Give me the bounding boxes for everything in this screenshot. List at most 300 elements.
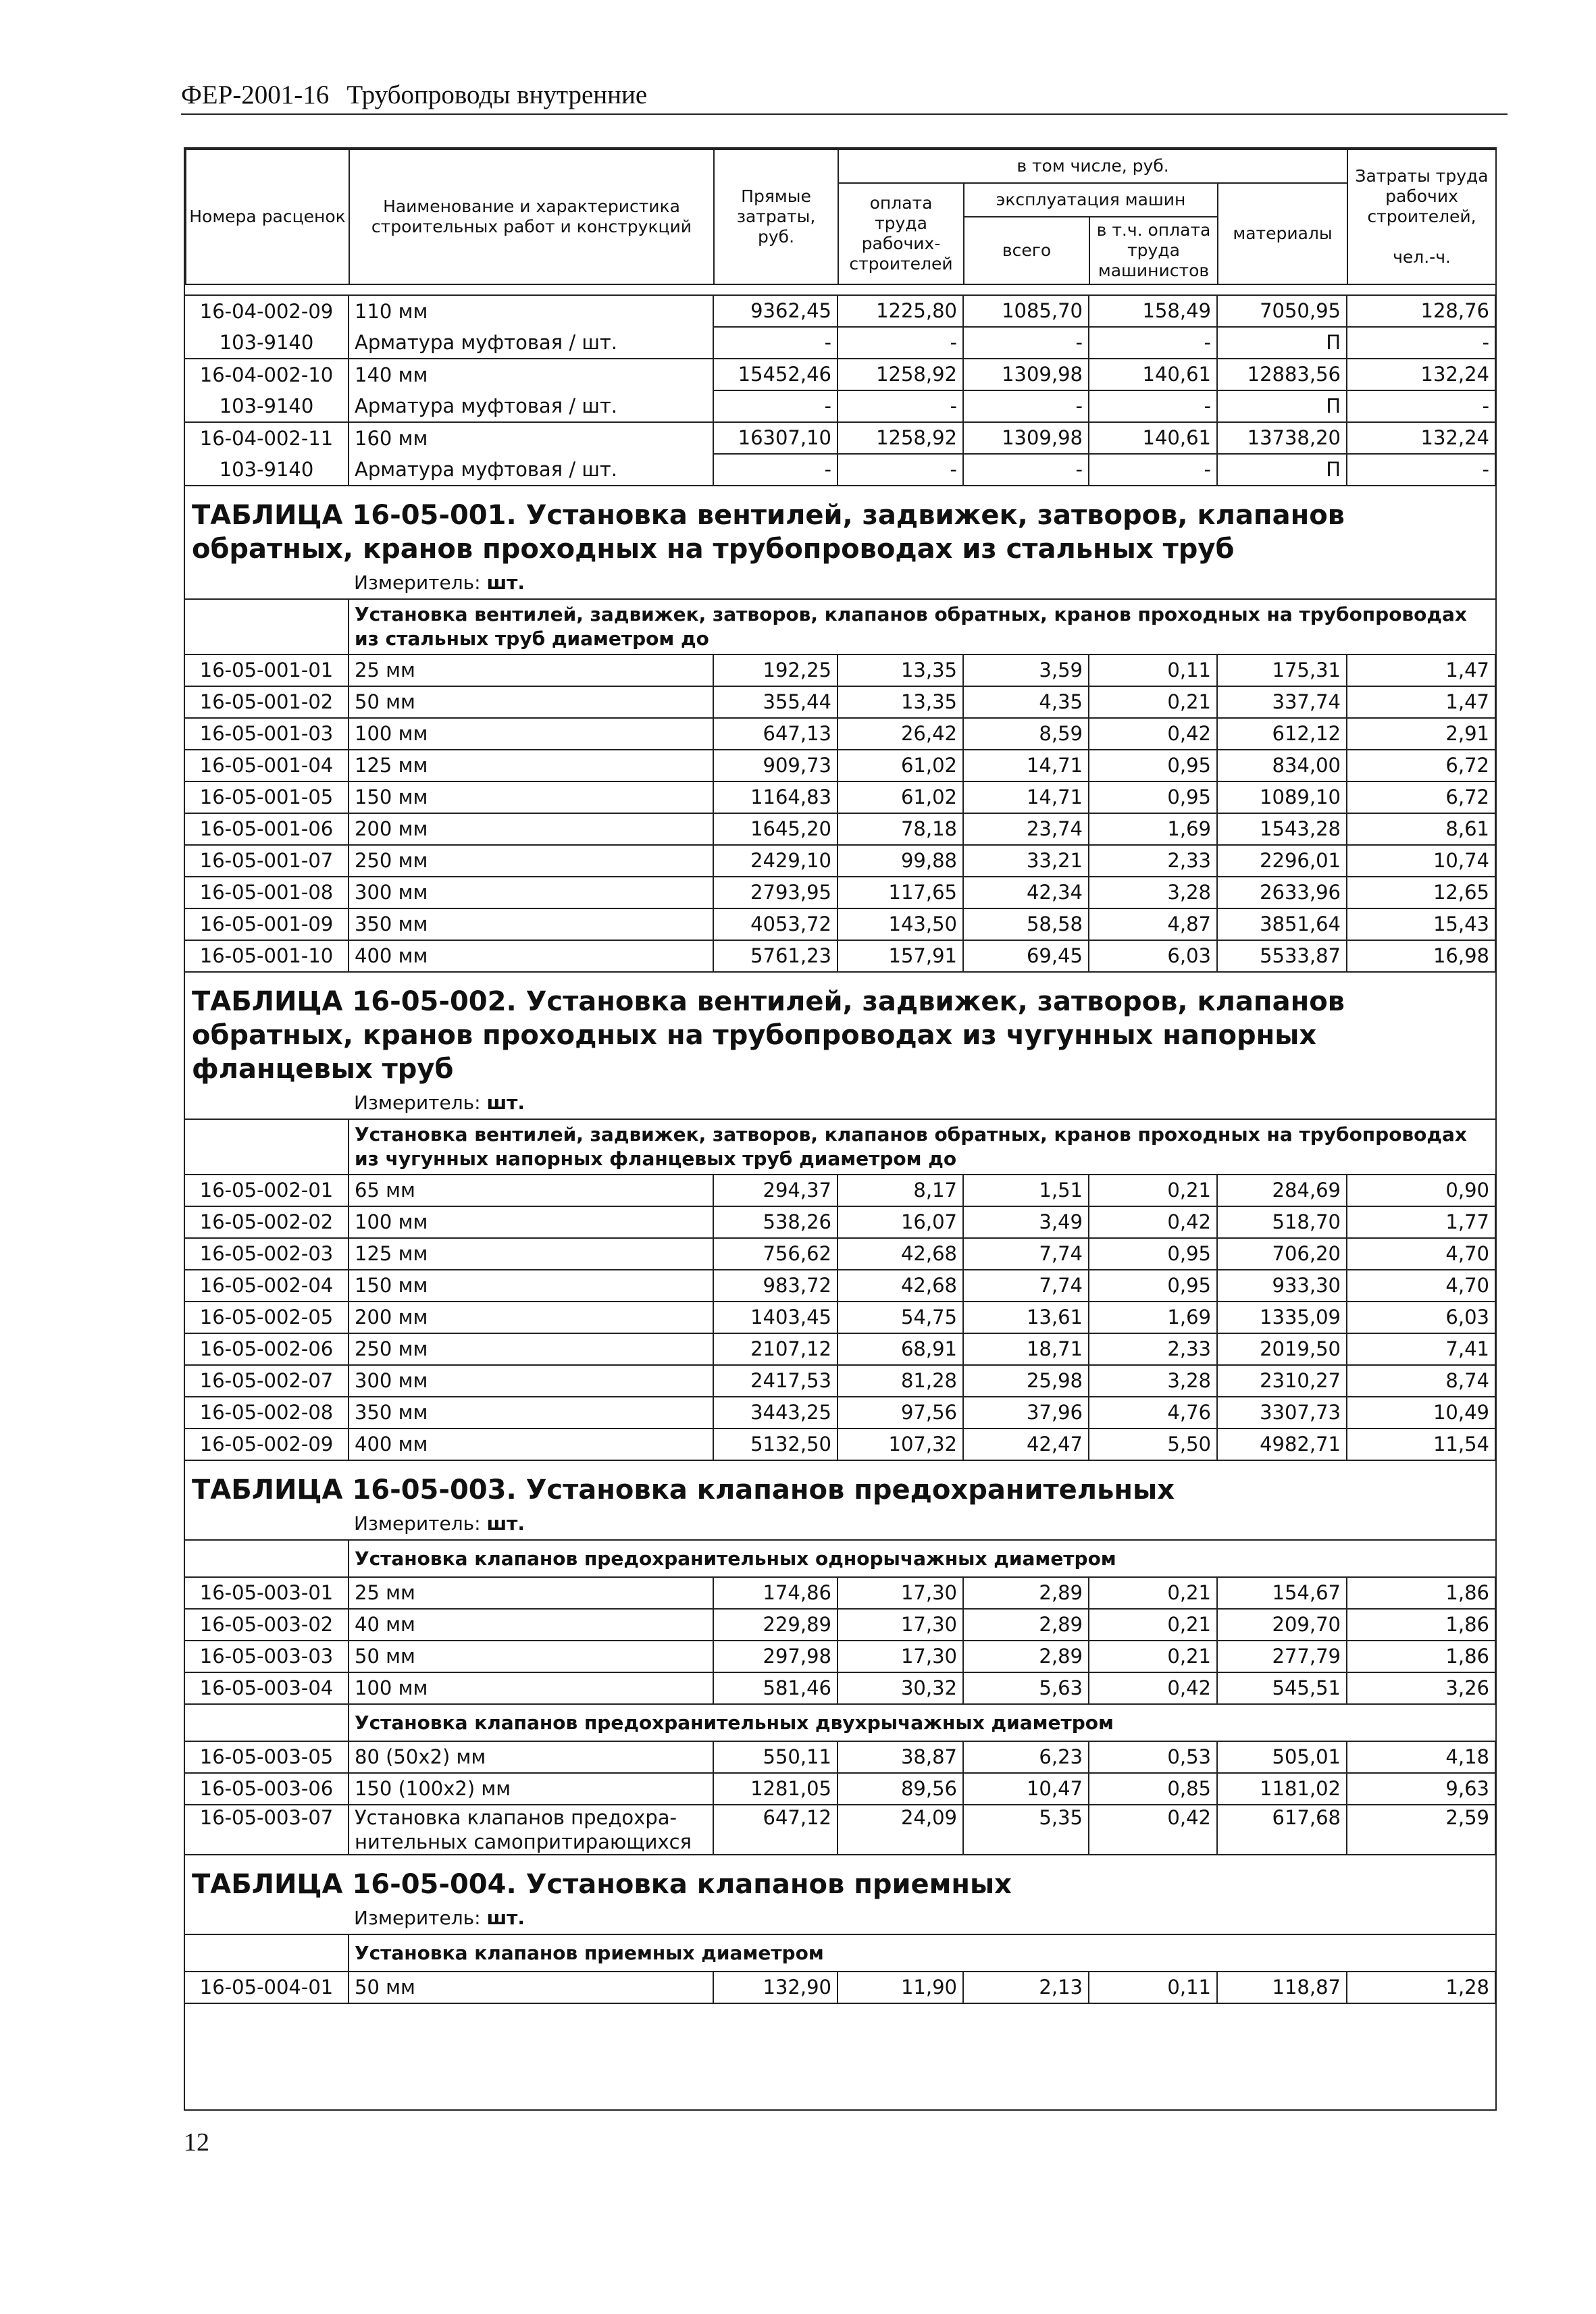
cell-machines-wages: 3,28	[1089, 1365, 1217, 1397]
group-spacer	[185, 1934, 349, 1972]
cell-labor: 1,47	[1347, 686, 1495, 718]
cell-wages: 97,56	[838, 1397, 963, 1429]
table-row	[185, 1175, 1495, 1206]
rate-code: 16-05-003-04	[185, 1672, 349, 1704]
cell-machines-wages: 1,69	[1089, 813, 1217, 845]
cell-wages: 13,35	[838, 686, 963, 718]
cell-direct-costs: 909,73	[713, 750, 838, 781]
cell-machines-total: 42,47	[963, 1429, 1089, 1460]
cell-materials: 617,68	[1217, 1805, 1347, 1855]
group-spacer	[185, 1704, 349, 1741]
cell-machines-wages: 140,61	[1089, 359, 1217, 390]
work-name: 125 мм	[349, 1238, 713, 1270]
rate-code: 16-05-001-05	[185, 781, 349, 813]
table-row	[185, 1238, 1495, 1270]
cell-wages: 13,35	[838, 654, 963, 686]
cell-materials: 2633,96	[1217, 877, 1347, 908]
work-name: 250 мм	[349, 1333, 713, 1365]
table-row	[185, 845, 1495, 877]
cell-direct-costs: 2107,12	[713, 1333, 838, 1365]
table-row	[185, 1773, 1495, 1805]
cell-materials: 277,79	[1217, 1641, 1347, 1672]
table-row	[185, 1577, 1495, 1609]
work-name: Арматура муфтовая / шт.	[349, 390, 713, 422]
cell-direct-costs: 5761,23	[713, 940, 838, 972]
cell-labor: 10,74	[1347, 845, 1495, 877]
cell-direct-costs: 2417,53	[713, 1365, 838, 1397]
work-name: Арматура муфтовая / шт.	[349, 327, 713, 359]
cell-machines-total: 25,98	[963, 1365, 1089, 1397]
rate-code: 103-9140	[185, 454, 349, 486]
header-spacer	[185, 285, 1495, 295]
work-name: 150 мм	[349, 1270, 713, 1302]
table-row	[185, 454, 1495, 486]
cell-machines-total: -	[963, 454, 1089, 486]
work-name: 100 мм	[349, 718, 713, 750]
cell-wages: -	[838, 390, 963, 422]
cell-machines-total: 42,34	[963, 877, 1089, 908]
cell-wages: -	[838, 327, 963, 359]
cell-materials: 3851,64	[1217, 908, 1347, 940]
work-name: 50 мм	[349, 1641, 713, 1672]
work-name: 80 (50х2) мм	[349, 1741, 713, 1773]
cell-wages: 38,87	[838, 1741, 963, 1773]
document-code: ФЕР-2001-16	[181, 80, 330, 109]
cell-wages: 68,91	[838, 1333, 963, 1365]
cell-wages: 54,75	[838, 1302, 963, 1333]
cell-wages: 61,02	[838, 750, 963, 781]
rate-code: 16-04-002-10	[185, 359, 349, 390]
cell-direct-costs: 1281,05	[713, 1773, 838, 1805]
unit-label: Измеритель:	[354, 1906, 481, 1929]
cell-direct-costs: 2793,95	[713, 877, 838, 908]
rate-code: 16-05-001-07	[185, 845, 349, 877]
table-row	[185, 654, 1495, 686]
cell-machines-total: 23,74	[963, 813, 1089, 845]
table-row	[185, 1429, 1495, 1460]
cell-machines-wages: 4,87	[1089, 908, 1217, 940]
cell-labor: 10,49	[1347, 1397, 1495, 1429]
cell-materials: 154,67	[1217, 1577, 1347, 1609]
work-name: 250 мм	[349, 845, 713, 877]
unit-label: Измеритель:	[354, 1512, 481, 1535]
cell-machines-total: 5,35	[963, 1805, 1089, 1855]
cell-machines-total: 10,47	[963, 1773, 1089, 1805]
cell-materials: 834,00	[1217, 750, 1347, 781]
work-name: 50 мм	[349, 1972, 713, 2003]
cell-wages: 16,07	[838, 1206, 963, 1238]
unit-value: шт.	[486, 1512, 525, 1535]
table-unit	[185, 1086, 1495, 1119]
cell-machines-total: 1,51	[963, 1175, 1089, 1206]
cell-labor: 6,03	[1347, 1302, 1495, 1333]
cell-direct-costs: 5132,50	[713, 1429, 838, 1460]
table-row	[185, 1741, 1495, 1773]
cell-labor: 1,86	[1347, 1577, 1495, 1609]
cell-materials: 1181,02	[1217, 1773, 1347, 1805]
table-row	[185, 1206, 1495, 1238]
cell-direct-costs: 2429,10	[713, 845, 838, 877]
cell-direct-costs: 1403,45	[713, 1302, 838, 1333]
cell-labor: 4,70	[1347, 1238, 1495, 1270]
cell-machines-total: 2,89	[963, 1641, 1089, 1672]
cell-machines-total: 13,61	[963, 1302, 1089, 1333]
rate-code: 16-04-002-11	[185, 422, 349, 454]
cell-labor: 12,65	[1347, 877, 1495, 908]
work-name: 50 мм	[349, 686, 713, 718]
cell-wages: 89,56	[838, 1773, 963, 1805]
cell-wages: 42,68	[838, 1270, 963, 1302]
work-name: 65 мм	[349, 1175, 713, 1206]
table-row	[185, 1641, 1495, 1672]
cell-machines-wages: 0,21	[1089, 1577, 1217, 1609]
cell-materials: 13738,20	[1217, 422, 1347, 454]
header-labor-text: Затраты труда рабочих строителей,	[1355, 166, 1489, 226]
rate-code: 16-05-002-03	[185, 1238, 349, 1270]
table-row	[185, 813, 1495, 845]
cell-labor: 2,91	[1347, 718, 1495, 750]
cell-materials: 284,69	[1217, 1175, 1347, 1206]
cell-direct-costs: 581,46	[713, 1672, 838, 1704]
cell-machines-wages: 140,61	[1089, 422, 1217, 454]
table-title: ТАБЛИЦА 16-05-001. Установка вентилей, задвижек, затворов, клапанов обратных, кранов проходных на трубопроводах из стальных труб	[192, 500, 1345, 565]
cell-wages: 17,30	[838, 1641, 963, 1672]
cell-materials: 2296,01	[1217, 845, 1347, 877]
cell-materials: 7050,95	[1217, 295, 1347, 327]
rate-code: 16-05-001-04	[185, 750, 349, 781]
cell-labor: 132,24	[1347, 422, 1495, 454]
cell-labor: 6,72	[1347, 781, 1495, 813]
table-row	[185, 1805, 1495, 1855]
table-row	[185, 1270, 1495, 1302]
unit-value: шт.	[486, 1906, 525, 1929]
table-title: ТАБЛИЦА 16-05-003. Установка клапанов предохранительных	[192, 1474, 1175, 1506]
cell-labor: 1,77	[1347, 1206, 1495, 1238]
cell-labor: 2,59	[1347, 1805, 1495, 1855]
work-name: 100 мм	[349, 1672, 713, 1704]
cell-labor: 4,70	[1347, 1270, 1495, 1302]
cell-machines-wages: -	[1089, 454, 1217, 486]
work-name: 160 мм	[349, 422, 713, 454]
rate-code: 16-05-002-06	[185, 1333, 349, 1365]
cell-labor: 3,26	[1347, 1672, 1495, 1704]
cell-labor: 16,98	[1347, 940, 1495, 972]
unit-value: шт.	[486, 571, 525, 594]
table-row	[185, 1972, 1495, 2003]
cell-machines-total: 1309,98	[963, 422, 1089, 454]
cell-direct-costs: 294,37	[713, 1175, 838, 1206]
rate-code: 16-05-001-02	[185, 686, 349, 718]
cell-materials: 1543,28	[1217, 813, 1347, 845]
cell-materials: 4982,71	[1217, 1429, 1347, 1460]
header-including: в том числе, руб.	[838, 149, 1347, 183]
cell-machines-wages: 158,49	[1089, 295, 1217, 327]
cell-machines-wages: 2,33	[1089, 845, 1217, 877]
cell-wages: -	[838, 454, 963, 486]
rate-code: 16-05-003-06	[185, 1773, 349, 1805]
cell-machines-total: 14,71	[963, 750, 1089, 781]
cell-wages: 1225,80	[838, 295, 963, 327]
cell-materials: 337,74	[1217, 686, 1347, 718]
rate-code: 16-05-002-09	[185, 1429, 349, 1460]
cell-labor: -	[1347, 454, 1495, 486]
cell-materials: 505,01	[1217, 1741, 1347, 1773]
header-labor-unit: чел.-ч.	[1393, 247, 1451, 267]
cell-materials: 933,30	[1217, 1270, 1347, 1302]
table-row	[185, 1672, 1495, 1704]
table-row	[185, 1365, 1495, 1397]
table-row	[185, 750, 1495, 781]
table-row	[185, 422, 1495, 454]
work-name: 150 (100х2) мм	[349, 1773, 713, 1805]
cell-machines-wages: 0,42	[1089, 1672, 1217, 1704]
table-row	[185, 781, 1495, 813]
cell-materials: 1335,09	[1217, 1302, 1347, 1333]
rate-code: 16-05-001-03	[185, 718, 349, 750]
cell-machines-wages: 0,53	[1089, 1741, 1217, 1773]
column-header-table	[185, 149, 1497, 285]
table-unit	[185, 566, 1495, 599]
cell-wages: 42,68	[838, 1238, 963, 1270]
cell-direct-costs: 550,11	[713, 1741, 838, 1773]
cell-machines-wages: 0,21	[1089, 686, 1217, 718]
cell-materials: 518,70	[1217, 1206, 1347, 1238]
cell-labor: -	[1347, 327, 1495, 359]
cell-labor: 1,47	[1347, 654, 1495, 686]
work-name: Установка клапанов предохра-нительных самопритирающихся	[349, 1805, 713, 1855]
cell-machines-wages: 3,28	[1089, 877, 1217, 908]
cell-direct-costs: 538,26	[713, 1206, 838, 1238]
cell-machines-total: 7,74	[963, 1238, 1089, 1270]
cell-materials: 1089,10	[1217, 781, 1347, 813]
cell-machines-total: 5,63	[963, 1672, 1089, 1704]
cell-wages: 78,18	[838, 813, 963, 845]
cell-machines-wages: 1,69	[1089, 1302, 1217, 1333]
rate-code: 103-9140	[185, 390, 349, 422]
work-name: 150 мм	[349, 781, 713, 813]
cell-machines-wages: 0,95	[1089, 781, 1217, 813]
rate-code: 16-05-002-01	[185, 1175, 349, 1206]
rate-code: 16-05-003-03	[185, 1641, 349, 1672]
header-materials: материалы	[1218, 183, 1347, 284]
table-row	[185, 940, 1495, 972]
table-row	[185, 1302, 1495, 1333]
rate-code: 16-05-003-02	[185, 1609, 349, 1641]
cell-machines-wages: 0,42	[1089, 1805, 1217, 1855]
cell-machines-total: 33,21	[963, 845, 1089, 877]
work-name: Арматура муфтовая / шт.	[349, 454, 713, 486]
work-name: 350 мм	[349, 1397, 713, 1429]
rate-code: 16-05-003-05	[185, 1741, 349, 1773]
group-spacer	[185, 599, 349, 654]
cell-materials: 612,12	[1217, 718, 1347, 750]
cell-direct-costs: 192,25	[713, 654, 838, 686]
header-direct-costs: Прямые затраты, руб.	[714, 149, 838, 284]
table-unit	[185, 1507, 1495, 1540]
cell-direct-costs: 4053,72	[713, 908, 838, 940]
table-row	[185, 877, 1495, 908]
cell-wages: 107,32	[838, 1429, 963, 1460]
cell-labor: 7,41	[1347, 1333, 1495, 1365]
cell-machines-total: 1085,70	[963, 295, 1089, 327]
cell-machines-wages: 0,21	[1089, 1641, 1217, 1672]
cell-direct-costs: 1164,83	[713, 781, 838, 813]
cell-machines-wages: 0,11	[1089, 654, 1217, 686]
cell-wages: 81,28	[838, 1365, 963, 1397]
cell-machines-total: 7,74	[963, 1270, 1089, 1302]
cell-direct-costs: 16307,10	[713, 422, 838, 454]
rate-code: 16-05-002-07	[185, 1365, 349, 1397]
cell-direct-costs: 15452,46	[713, 359, 838, 390]
work-name: 300 мм	[349, 1365, 713, 1397]
rate-code: 16-05-001-01	[185, 654, 349, 686]
cell-labor: 8,74	[1347, 1365, 1495, 1397]
cell-wages: 1258,92	[838, 359, 963, 390]
cell-machines-total: 58,58	[963, 908, 1089, 940]
cell-direct-costs: 756,62	[713, 1238, 838, 1270]
cell-machines-total: 37,96	[963, 1397, 1089, 1429]
cell-materials: 2310,27	[1217, 1365, 1347, 1397]
cell-wages: 143,50	[838, 908, 963, 940]
cell-direct-costs: 355,44	[713, 686, 838, 718]
rate-code: 16-04-002-09	[185, 295, 349, 327]
cell-machines-wages: 4,76	[1089, 1397, 1217, 1429]
cell-materials: 2019,50	[1217, 1333, 1347, 1365]
cell-machines-wages: 0,85	[1089, 1773, 1217, 1805]
cell-machines-wages: -	[1089, 390, 1217, 422]
group-heading: Установка вентилей, задвижек, затворов, клапанов обратных, кранов проходных на трубопроводах из стальных труб диаметром до	[349, 599, 1495, 654]
cell-machines-wages: -	[1089, 327, 1217, 359]
cell-machines-total: 69,45	[963, 940, 1089, 972]
document-section-title: Трубопроводы внутренние	[346, 80, 648, 109]
work-name: 100 мм	[349, 1206, 713, 1238]
cell-labor: 11,54	[1347, 1429, 1495, 1460]
cell-labor: 0,90	[1347, 1175, 1495, 1206]
cell-machines-wages: 2,33	[1089, 1333, 1217, 1365]
work-name: 125 мм	[349, 750, 713, 781]
cell-machines-wages: 0,95	[1089, 1238, 1217, 1270]
rate-code: 16-05-002-08	[185, 1397, 349, 1429]
table-row	[185, 908, 1495, 940]
cell-materials: 118,87	[1217, 1972, 1347, 2003]
cell-wages: 17,30	[838, 1577, 963, 1609]
cell-wages: 30,32	[838, 1672, 963, 1704]
cell-machines-total: -	[963, 327, 1089, 359]
rate-code: 16-05-001-09	[185, 908, 349, 940]
cell-machines-wages: 0,11	[1089, 1972, 1217, 2003]
cell-wages: 117,65	[838, 877, 963, 908]
work-name: 400 мм	[349, 940, 713, 972]
rate-code: 16-05-003-01	[185, 1577, 349, 1609]
rate-code: 16-05-001-08	[185, 877, 349, 908]
work-name: 25 мм	[349, 654, 713, 686]
work-name: 25 мм	[349, 1577, 713, 1609]
cell-materials: 706,20	[1217, 1238, 1347, 1270]
table-title: ТАБЛИЦА 16-05-002. Установка вентилей, задвижек, затворов, клапанов обратных, кранов проходных на трубопроводах из чугунных напорных фланцевых труб	[192, 986, 1345, 1085]
table-unit	[185, 1901, 1495, 1934]
cell-machines-total: 4,35	[963, 686, 1089, 718]
rate-code: 103-9140	[185, 327, 349, 359]
group-heading: Установка клапанов приемных диаметром	[349, 1934, 1495, 1972]
work-name: 400 мм	[349, 1429, 713, 1460]
cell-machines-wages: 0,21	[1089, 1175, 1217, 1206]
table-row	[185, 295, 1495, 327]
cell-labor: 1,86	[1347, 1609, 1495, 1641]
table-row	[185, 1333, 1495, 1365]
cell-labor: 132,24	[1347, 359, 1495, 390]
work-name: 200 мм	[349, 1302, 713, 1333]
cell-wages: 1258,92	[838, 422, 963, 454]
cell-machines-total: 3,59	[963, 654, 1089, 686]
cell-wages: 99,88	[838, 845, 963, 877]
rates-table-frame	[184, 147, 1497, 2111]
table-row	[185, 718, 1495, 750]
rate-code: 16-05-002-04	[185, 1270, 349, 1302]
page-number: 12	[184, 2128, 209, 2157]
cell-materials: 545,51	[1217, 1672, 1347, 1704]
group-heading: Установка вентилей, задвижек, затворов, клапанов обратных, кранов проходных на трубопроводах из чугунных напорных фланцевых труб диаметром до	[349, 1119, 1495, 1175]
cell-materials: 12883,56	[1217, 359, 1347, 390]
cell-labor: 8,61	[1347, 813, 1495, 845]
cell-materials: 5533,87	[1217, 940, 1347, 972]
cell-machines-wages: 0,42	[1089, 1206, 1217, 1238]
cell-wages: 157,91	[838, 940, 963, 972]
cell-direct-costs: 229,89	[713, 1609, 838, 1641]
cell-machines-total: 18,71	[963, 1333, 1089, 1365]
table-row	[185, 327, 1495, 359]
cell-direct-costs: 297,98	[713, 1641, 838, 1672]
cell-machines-wages: 0,95	[1089, 750, 1217, 781]
header-code: Номера расценок	[186, 149, 349, 284]
group-heading: Установка клапанов предохранительных однорычажных диаметром	[349, 1540, 1495, 1577]
cell-labor: 9,63	[1347, 1773, 1495, 1805]
cell-direct-costs: -	[713, 454, 838, 486]
table-row	[185, 686, 1495, 718]
rates-body-table	[185, 285, 1496, 2004]
cell-machines-total: 6,23	[963, 1741, 1089, 1773]
cell-machines-wages: 0,21	[1089, 1609, 1217, 1641]
cell-labor: 4,18	[1347, 1741, 1495, 1773]
cell-machines-total: 2,89	[963, 1577, 1089, 1609]
cell-direct-costs: -	[713, 390, 838, 422]
cell-machines-wages: 5,50	[1089, 1429, 1217, 1460]
cell-machines-total: 3,49	[963, 1206, 1089, 1238]
cell-labor: 15,43	[1347, 908, 1495, 940]
cell-machines-total: 14,71	[963, 781, 1089, 813]
table-title: ТАБЛИЦА 16-05-004. Установка клапанов приемных	[192, 1869, 1012, 1900]
cell-labor: 1,28	[1347, 1972, 1495, 2003]
unit-label: Измеритель:	[354, 571, 481, 594]
header-machines: эксплуатация машин	[964, 183, 1218, 217]
cell-materials: 175,31	[1217, 654, 1347, 686]
header-wages: оплата труда рабочих-строителей	[838, 183, 964, 284]
cell-wages: 8,17	[838, 1175, 963, 1206]
rate-code: 16-05-003-07	[185, 1805, 349, 1855]
cell-direct-costs: 1645,20	[713, 813, 838, 845]
cell-direct-costs: 647,12	[713, 1805, 838, 1855]
cell-direct-costs: -	[713, 327, 838, 359]
cell-labor: 6,72	[1347, 750, 1495, 781]
cell-materials: 3307,73	[1217, 1397, 1347, 1429]
cell-labor: 1,86	[1347, 1641, 1495, 1672]
cell-materials: 209,70	[1217, 1609, 1347, 1641]
header-name: Наименование и характеристика строительных работ и конструкций	[349, 149, 714, 284]
cell-direct-costs: 174,86	[713, 1577, 838, 1609]
header-machines-total: всего	[964, 217, 1089, 284]
cell-machines-total: 8,59	[963, 718, 1089, 750]
unit-label: Измеритель:	[354, 1091, 481, 1114]
table-row	[185, 359, 1495, 390]
